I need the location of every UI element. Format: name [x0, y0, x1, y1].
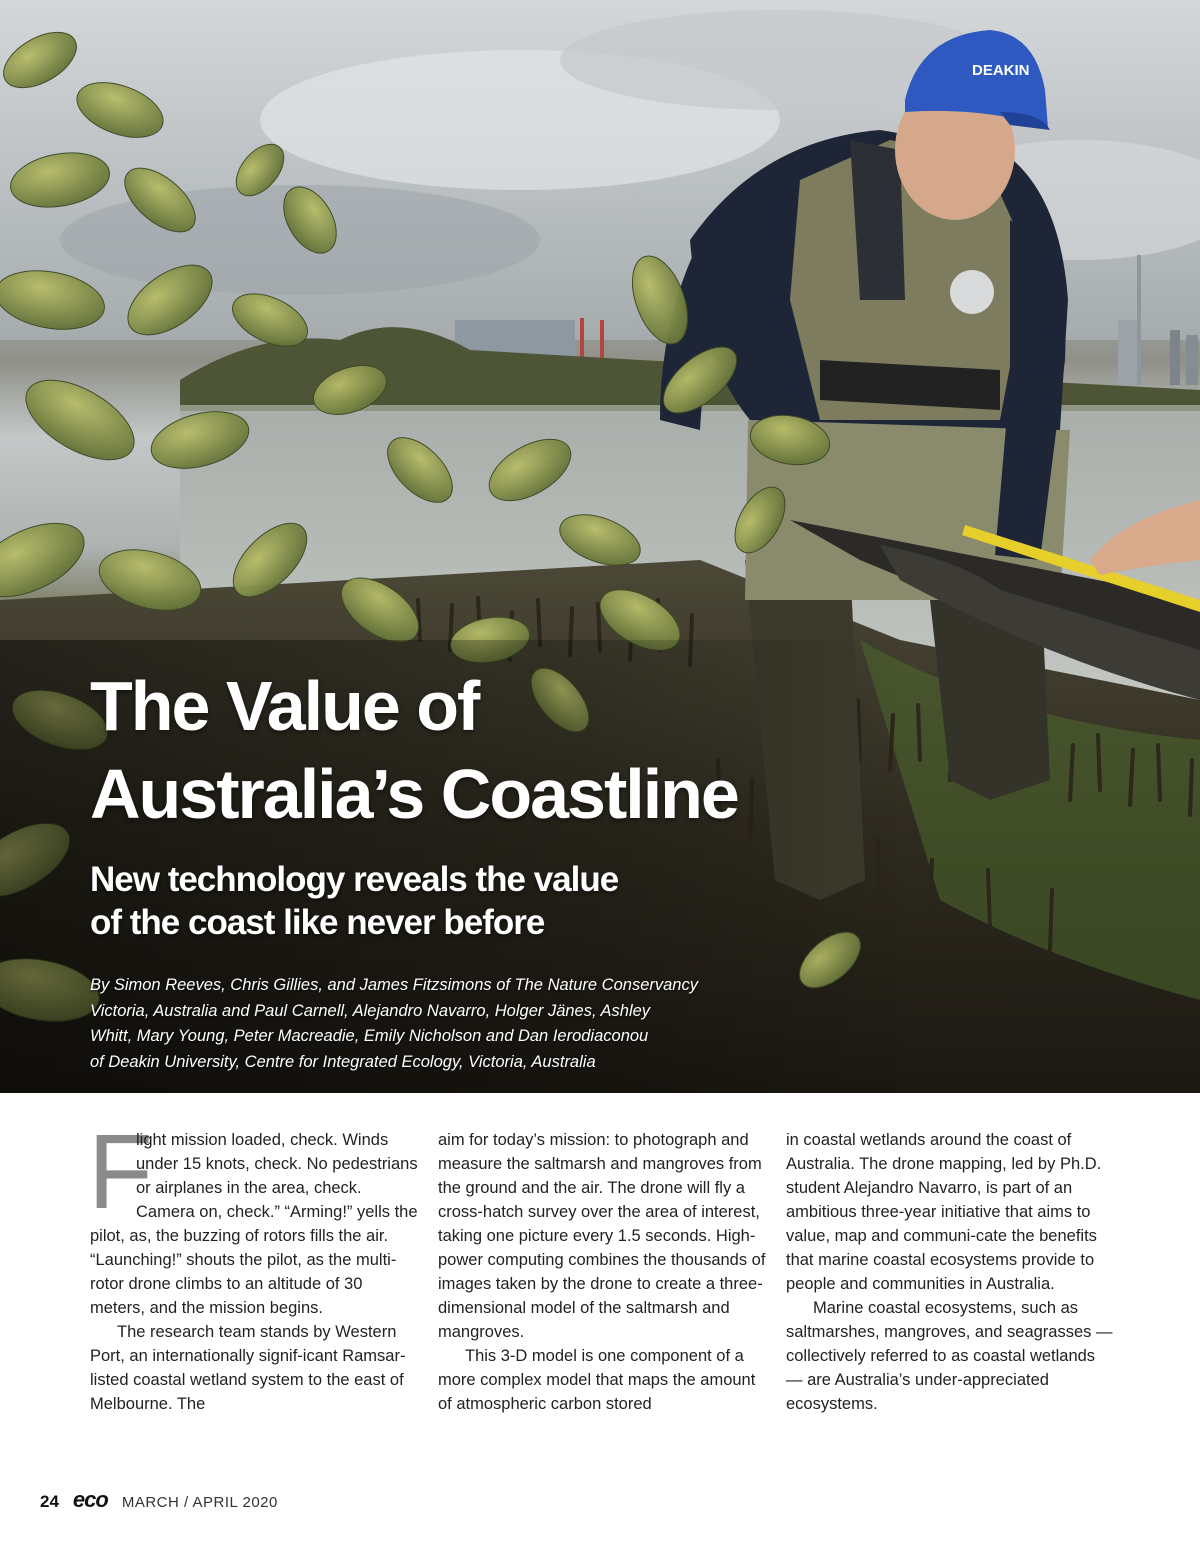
body-column-2 [438, 1128, 766, 1416]
title-line-2: Australia’s Coastline [90, 755, 738, 833]
body-column-1 [88, 1113, 418, 1416]
body-paragraph-4: Marine coastal ecosystems, such as saltmarshes, mangroves, and seagrasses — collectively referred to as coastal wetlands — are Australia’s under-appreciated ecosystems. [786, 1299, 1113, 1413]
subtitle-line-1: New technology reveals the value [90, 860, 619, 899]
author-byline [90, 973, 760, 1075]
body-paragraph-3: This 3-D model is one component of a more complex model that maps the amount of atmospheric carbon stored [438, 1347, 756, 1413]
body-column-3 [786, 1128, 1114, 1416]
body-paragraph-2: The research team stands by Western Port, an internationally signif-icant Ramsar-listed coastal wetland system to the east of Melbourne. The [90, 1323, 406, 1413]
article-subtitle [90, 858, 730, 944]
body-paragraph-1 [88, 1113, 418, 1320]
cap-logo-text: DEAKIN [972, 62, 1030, 79]
title-line-1: The Value of [90, 667, 479, 745]
page-footer [40, 1487, 278, 1511]
byline-line-2: Victoria, Australia and Paul Carnell, Alejandro Navarro, Holger Jänes, Ashley [90, 1001, 651, 1020]
byline-line-3: Whitt, Mary Young, Peter Macreadie, Emily Nicholson and Dan Ierodiaconou [90, 1027, 649, 1045]
byline-line-1: By Simon Reeves, Chris Gillies, and James Fitzsimons of The Nature Conservancy [90, 976, 698, 994]
page-number: 24 [40, 1492, 59, 1511]
byline-line-4: of Deakin University, Centre for Integrated Ecology, Victoria, Australia [90, 1052, 596, 1071]
issue-date: MARCH / APRIL 2020 [121, 1494, 278, 1511]
body-paragraph-2-cont: aim for today’s mission: to photograph and measure the saltmarsh and mangroves from the ground and the air. The drone will fly a cross-hatch survey over the area of interest, taking one picture every 1.5 seconds. High-power computing combines the thousands of images taken by the drone to create a three-dimensional model of the saltmarsh and mangroves. [438, 1131, 766, 1341]
magazine-logo: eco [72, 1487, 108, 1512]
drop-cap: F [88, 1113, 153, 1231]
article-title [90, 662, 850, 838]
body-paragraph-1-text: light mission loaded, check. Winds under 15 knots, check. No pedestrians or airplanes in the area, check. Camera on, check.” “Arming!” yells the pilot, as, the buzzing of rotors fills the air. “Launching!” shouts the pilot, as the multi-rotor drone climbs to an altitude of 30 meters, and the mission begins. [90, 1131, 418, 1317]
subtitle-line-2: of the coast like never before [90, 903, 545, 942]
body-paragraph-3-cont: in coastal wetlands around the coast of Australia. The drone mapping, led by Ph.D. student Alejandro Navarro, is part of an ambitious three-year initiative that aims to value, map and communi-cate the benefits that marine coastal ecosystems provide to people and communities in Australia. [786, 1131, 1102, 1293]
